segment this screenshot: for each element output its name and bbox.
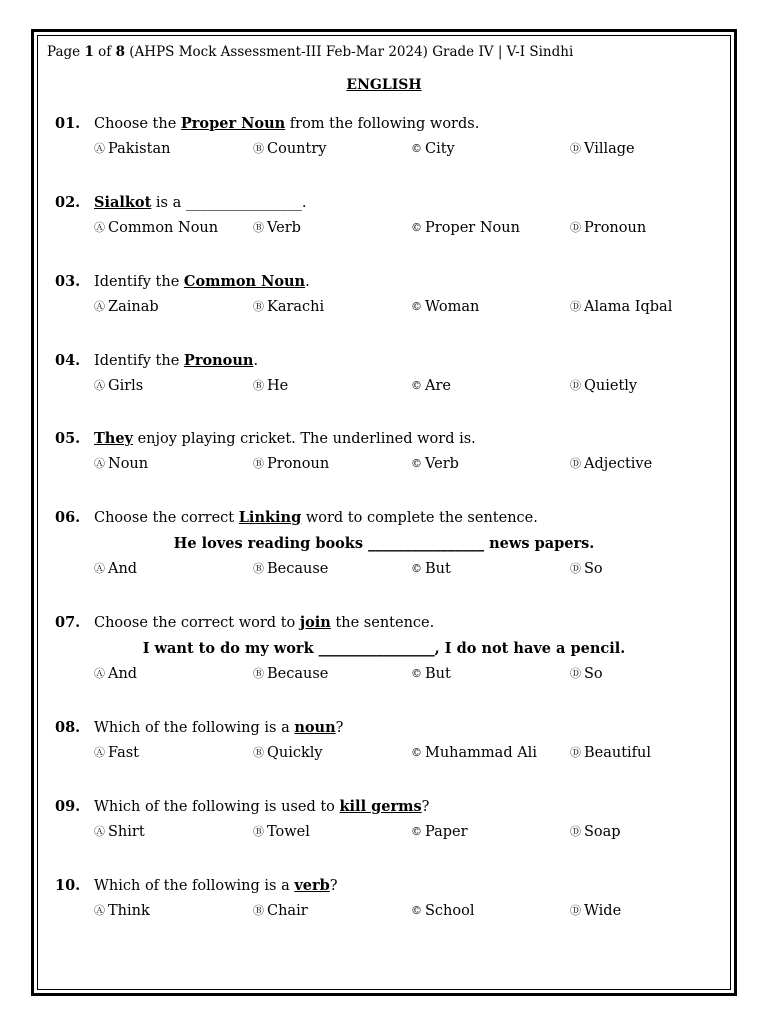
question-keyword: verb (294, 877, 330, 894)
option-label: Zainab (108, 299, 159, 315)
option-label: Muhammad Ali (425, 745, 537, 761)
option-label: Pronoun (584, 220, 647, 236)
option-marker: Ⓐ (94, 457, 105, 470)
question-text-before: Identify the (94, 353, 184, 369)
option-marker: Ⓑ (253, 825, 264, 838)
option-marker: © (411, 379, 422, 392)
answer-option[interactable] (94, 220, 218, 236)
option-label: Verb (267, 220, 301, 236)
question-text (94, 509, 538, 526)
option-marker: Ⓓ (570, 142, 581, 155)
option-label: Quickly (267, 745, 323, 761)
answer-option[interactable] (253, 220, 301, 236)
question-keyword: Sialkot (94, 194, 152, 211)
option-marker: © (411, 457, 422, 470)
question-text-after: ? (421, 799, 430, 815)
option-label: And (108, 561, 138, 577)
question-text-after: enjoy playing cricket. The underlined word is. (132, 431, 476, 447)
option-marker: Ⓐ (94, 904, 105, 917)
option-label: Shirt (108, 824, 145, 840)
option-marker: Ⓓ (570, 825, 581, 838)
question-number: 10. (55, 877, 81, 894)
option-marker: Ⓐ (94, 300, 105, 313)
page-header (47, 44, 573, 60)
answer-option[interactable] (94, 561, 137, 577)
question-number: 08. (55, 719, 81, 736)
question-number: 01. (55, 115, 81, 132)
answer-option[interactable] (94, 378, 143, 394)
option-label: School (425, 903, 475, 919)
answer-option[interactable] (411, 666, 451, 682)
answer-option[interactable] (570, 378, 637, 394)
question-sentence: He loves reading books ________________ news papers. (173, 535, 595, 552)
option-marker: Ⓑ (253, 904, 264, 917)
answer-option[interactable] (570, 141, 635, 157)
option-label: But (425, 666, 451, 682)
option-label: Are (425, 378, 451, 394)
answer-option[interactable] (411, 456, 459, 472)
option-label: Noun (108, 456, 149, 472)
answer-option[interactable] (570, 824, 621, 840)
question-text-before: Which of the following is a (94, 878, 295, 894)
option-label: He (267, 378, 289, 394)
question-text-after: ? (329, 878, 338, 894)
option-marker: Ⓐ (94, 746, 105, 759)
question-text-before: Choose the correct word to (94, 615, 300, 631)
answer-option[interactable] (253, 903, 308, 919)
question-text-after: ? (335, 720, 344, 736)
question-text-after: the sentence. (330, 615, 435, 631)
question-text (94, 352, 258, 369)
option-marker: © (411, 746, 422, 759)
question-keyword: kill germs (339, 798, 422, 815)
option-marker: Ⓓ (570, 300, 581, 313)
option-label: But (425, 561, 451, 577)
option-label: Soap (584, 824, 621, 840)
option-marker: Ⓑ (253, 667, 264, 680)
header-page-total: 8 (115, 44, 125, 60)
option-label: Wide (584, 903, 622, 919)
option-marker: Ⓓ (570, 457, 581, 470)
question-text-after: word to complete the sentence. (301, 510, 538, 526)
question-text (94, 719, 343, 736)
option-marker: Ⓓ (570, 904, 581, 917)
question-text (94, 877, 338, 894)
question-text-before: Choose the correct (94, 510, 239, 526)
answer-option[interactable] (94, 903, 150, 919)
option-label: Adjective (584, 456, 653, 472)
option-marker: Ⓐ (94, 562, 105, 575)
question-text (94, 273, 310, 290)
answer-option[interactable] (253, 378, 288, 394)
option-marker: © (411, 825, 422, 838)
answer-option[interactable] (411, 745, 537, 761)
question-number: 05. (55, 430, 81, 447)
option-label: Beautiful (584, 745, 652, 761)
answer-option[interactable] (411, 299, 479, 315)
question-sentence: I want to do my work ________________, I do not have a pencil. (142, 640, 626, 657)
option-label: Alama Iqbal (584, 299, 673, 315)
option-marker: © (411, 904, 422, 917)
option-marker: Ⓐ (94, 667, 105, 680)
option-label: Towel (267, 824, 310, 840)
answer-option[interactable] (411, 824, 468, 840)
question-number: 06. (55, 509, 81, 526)
question-text-after: . (253, 353, 259, 369)
option-label: So (584, 561, 603, 577)
answer-option[interactable] (411, 220, 520, 236)
question-text (94, 614, 434, 631)
option-label: Chair (267, 903, 308, 919)
question-text-before: Which of the following is a (94, 720, 295, 736)
option-marker: © (411, 300, 422, 313)
option-marker: © (411, 142, 422, 155)
answer-option[interactable] (570, 456, 652, 472)
option-label: Think (108, 903, 150, 919)
option-label: Country (267, 141, 327, 157)
option-label: Because (267, 666, 329, 682)
option-marker: Ⓓ (570, 746, 581, 759)
option-marker: Ⓐ (94, 825, 105, 838)
option-marker: © (411, 667, 422, 680)
question-text-before: Which of the following is used to (94, 799, 340, 815)
option-label: Pakistan (108, 141, 171, 157)
option-marker: Ⓑ (253, 379, 264, 392)
answer-option[interactable] (570, 903, 621, 919)
option-marker: Ⓑ (253, 300, 264, 313)
answer-option[interactable] (570, 299, 672, 315)
option-marker: © (411, 221, 422, 234)
question-keyword: Proper Noun (180, 115, 286, 132)
option-marker: Ⓑ (253, 221, 264, 234)
question-text-after: . (305, 274, 310, 290)
answer-option[interactable] (94, 666, 137, 682)
answer-option[interactable] (253, 824, 310, 840)
option-label: Village (584, 141, 635, 157)
option-label: So (584, 666, 603, 682)
answer-option[interactable] (253, 666, 328, 682)
question-keyword: noun (294, 719, 336, 736)
option-label: Paper (425, 824, 468, 840)
option-label: And (108, 666, 138, 682)
answer-option[interactable] (570, 561, 603, 577)
question-text-after: is a ________________. (151, 195, 307, 211)
option-marker: © (411, 562, 422, 575)
answer-option[interactable] (94, 299, 159, 315)
answer-option[interactable] (411, 378, 451, 394)
option-marker: Ⓐ (94, 142, 105, 155)
question-number: 07. (55, 614, 81, 631)
header-rest: (AHPS Mock Assessment-III Feb-Mar 2024) Grade IV | V-I Sindhi (124, 44, 574, 60)
option-label: Pronoun (267, 456, 330, 472)
question-keyword: join (299, 614, 331, 631)
question-keyword: Linking (238, 509, 302, 526)
subject-title: ENGLISH (346, 77, 422, 93)
option-label: Common Noun (108, 220, 219, 236)
answer-option[interactable] (411, 561, 451, 577)
answer-option[interactable] (411, 141, 455, 157)
question-keyword: Common Noun (183, 273, 306, 290)
question-number: 04. (55, 352, 81, 369)
answer-option[interactable] (570, 745, 651, 761)
question-text-before: Choose the (94, 116, 181, 132)
option-label: Because (267, 561, 329, 577)
question-text (94, 115, 479, 132)
answer-option[interactable] (94, 745, 139, 761)
question-number: 09. (55, 798, 81, 815)
answer-option[interactable] (253, 141, 326, 157)
option-marker: Ⓓ (570, 221, 581, 234)
answer-option[interactable] (94, 824, 145, 840)
option-marker: Ⓑ (253, 457, 264, 470)
option-label: Proper Noun (425, 220, 520, 236)
header-prefix: Page (47, 44, 85, 60)
question-text-after: from the following words. (285, 116, 480, 132)
option-label: Karachi (267, 299, 325, 315)
question-text-before: Identify the (94, 274, 184, 290)
option-label: Girls (108, 378, 144, 394)
option-label: Woman (425, 299, 480, 315)
answer-option[interactable] (94, 141, 170, 157)
answer-option[interactable] (253, 456, 329, 472)
option-label: Quietly (584, 378, 638, 394)
question-keyword: Pronoun (183, 352, 254, 369)
question-text (94, 194, 306, 211)
header-page-current: 1 (84, 44, 94, 60)
option-marker: Ⓐ (94, 379, 105, 392)
answer-option[interactable] (253, 561, 328, 577)
answer-option[interactable] (411, 903, 475, 919)
question-number: 02. (55, 194, 81, 211)
answer-option[interactable] (570, 666, 603, 682)
answer-option[interactable] (253, 745, 323, 761)
option-label: Verb (425, 456, 459, 472)
option-label: City (425, 141, 455, 157)
option-marker: Ⓓ (570, 379, 581, 392)
option-marker: Ⓓ (570, 562, 581, 575)
question-text (94, 430, 476, 447)
question-keyword: They (94, 430, 133, 447)
option-marker: Ⓑ (253, 746, 264, 759)
answer-option[interactable] (253, 299, 324, 315)
option-marker: Ⓓ (570, 667, 581, 680)
question-text (94, 798, 429, 815)
header-of: of (93, 44, 116, 60)
answer-option[interactable] (570, 220, 646, 236)
option-marker: Ⓑ (253, 142, 264, 155)
option-marker: Ⓐ (94, 221, 105, 234)
answer-option[interactable] (94, 456, 148, 472)
option-marker: Ⓑ (253, 562, 264, 575)
option-label: Fast (108, 745, 139, 761)
question-number: 03. (55, 273, 81, 290)
